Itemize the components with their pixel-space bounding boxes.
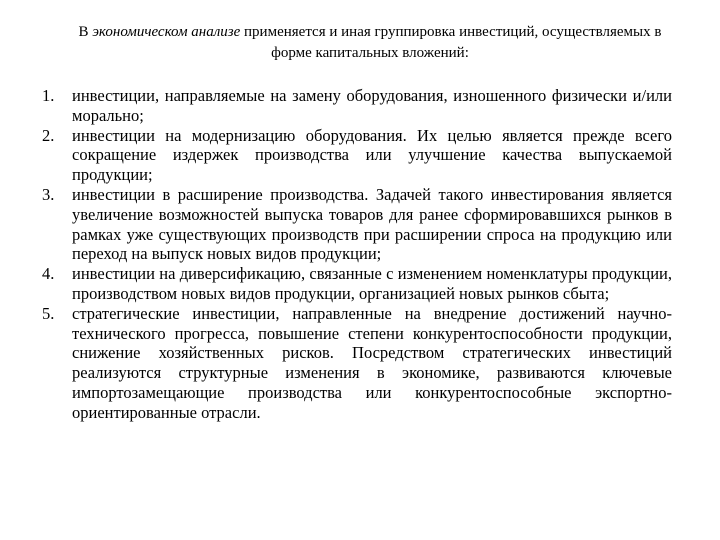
list-item-number: 4.: [42, 264, 55, 284]
list-item-number: 2.: [42, 125, 55, 145]
intro-suffix: применяется и иная группировка инвестиций, осуществляемых в форме капитальных вложений:: [240, 24, 662, 61]
list-item-number: 1.: [42, 86, 55, 105]
list-item-text: стратегические инвестиции, направленные на внедрение достижений научно-технического прогресса, повышение степени конкурентоспособности продукции, снижение хозяйственных рисков. Посредством стратегических инвестиций реализуются структурные изменения в экономике, развиваются ключевые импортозамещающие производства или конкурентоспособные экспортно-ориентированные отрасли.: [72, 303, 672, 422]
list-item-text: инвестиции на модернизацию оборудования. Их целью является прежде всего сокращение издержек производства или улучшение качества выпускаемой продукции;: [72, 125, 672, 185]
list-item-text: инвестиции в расширение производства. Задачей такого инвестирования является увеличение возможностей выпуска товаров для ранее сформировавшихся рынков в рамках уже существующих производств при расширении спроса на продукцию или переход на выпуск новых видов продукции;: [72, 184, 672, 264]
list-item-number: 5.: [42, 303, 55, 323]
intro-prefix: В: [78, 24, 93, 40]
list-item-2: [42, 126, 672, 185]
list-item-1: [42, 86, 672, 126]
intro-paragraph: [60, 22, 680, 64]
list-item-4: [42, 264, 672, 304]
list-item-3: [42, 185, 672, 264]
list-item-5: [42, 304, 672, 423]
list-item-text: инвестиции, направляемые на замену оборудования, изношенного физически и/или морально;: [72, 86, 672, 125]
investment-list: [42, 86, 672, 423]
list-item-text: инвестиции на диверсификацию, связанные с изменением номенклатуры продукции, производством новых видов продукции, организацией новых рынков сбыта;: [72, 264, 672, 303]
list-item-number: 3.: [42, 184, 55, 204]
intro-emphasis: экономическом анализе: [92, 24, 241, 40]
